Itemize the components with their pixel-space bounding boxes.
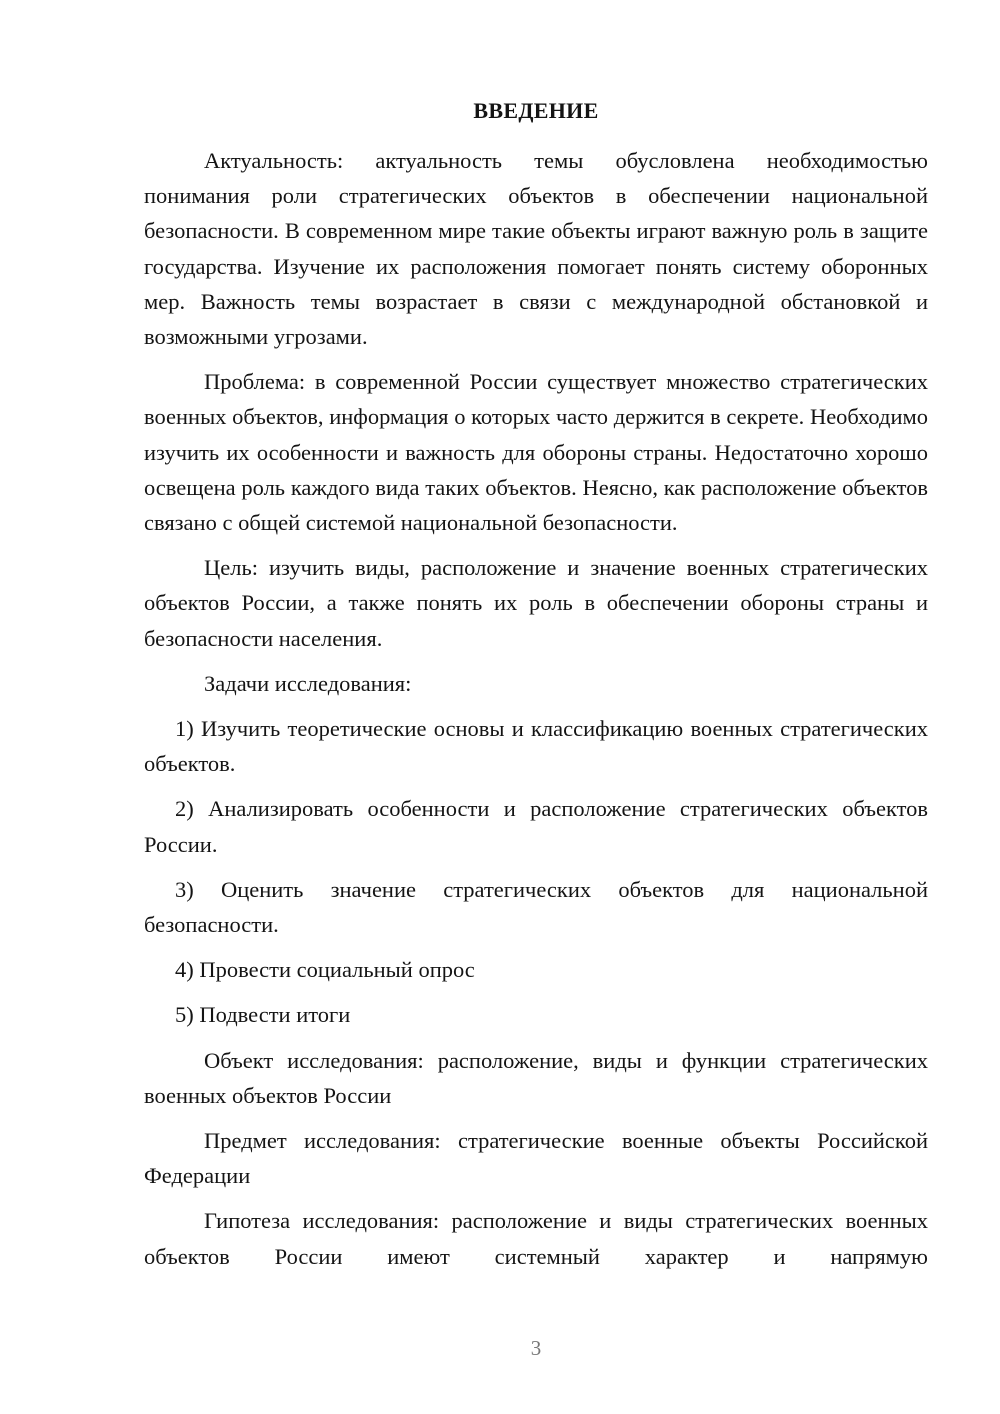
tasks-title: Задачи исследования: <box>204 670 412 696</box>
paragraph-subject: Предмет исследования: стратегические военные объекты Российской Федерации <box>144 1128 928 1189</box>
paragraph-relevance: Актуальность: актуальность темы обусловлена необходимостью понимания роли стратегических объектов в обеспечении национальной безопасности. В современном мире такие объекты играют важную роль в защите государства. Изучение их расположения помогает понять систему оборонных мер. Важность темы возрастает в связи с международной обстановкой и возможными угрозами. <box>144 148 928 350</box>
section-heading: ВВЕДЕНИЕ <box>473 98 599 123</box>
task-item: 1) Изучить теоретические основы и классификацию военных стратегических объектов. <box>144 716 928 777</box>
paragraph-hypothesis: Гипотеза исследования: расположение и виды стратегических военных объектов России имеют системный характер и напрямую <box>144 1208 928 1269</box>
page-number: 3 <box>530 1336 542 1360</box>
body-text <box>144 143 928 1274</box>
task-item: 3) Оценить значение стратегических объектов для национальной безопасности. <box>144 876 928 938</box>
paragraph-problem: Проблема: в современной России существует множество стратегических военных объектов, информация о которых часто держится в секрете. Необходимо изучить их особенности и важность для обороны страны. Недостаточно хорошо освещена роль каждого вида таких объектов. Неясно, как расположение объектов связано с общей системой национальной безопасности. <box>144 369 928 536</box>
paragraph-object: Объект исследования: расположение, виды и функции стратегических военных объектов России <box>144 1047 928 1108</box>
task-item: 4) Провести социальный опрос <box>175 957 475 983</box>
task-item: 5) Подвести итоги <box>175 1002 351 1028</box>
paragraph-goal: Цель: изучить виды, расположение и значение военных стратегических объектов России, а также понять их роль в обеспечении обороны страны и безопасности населения. <box>144 555 928 651</box>
task-item: 2) Анализировать особенности и расположение стратегических объектов России. <box>144 796 928 857</box>
